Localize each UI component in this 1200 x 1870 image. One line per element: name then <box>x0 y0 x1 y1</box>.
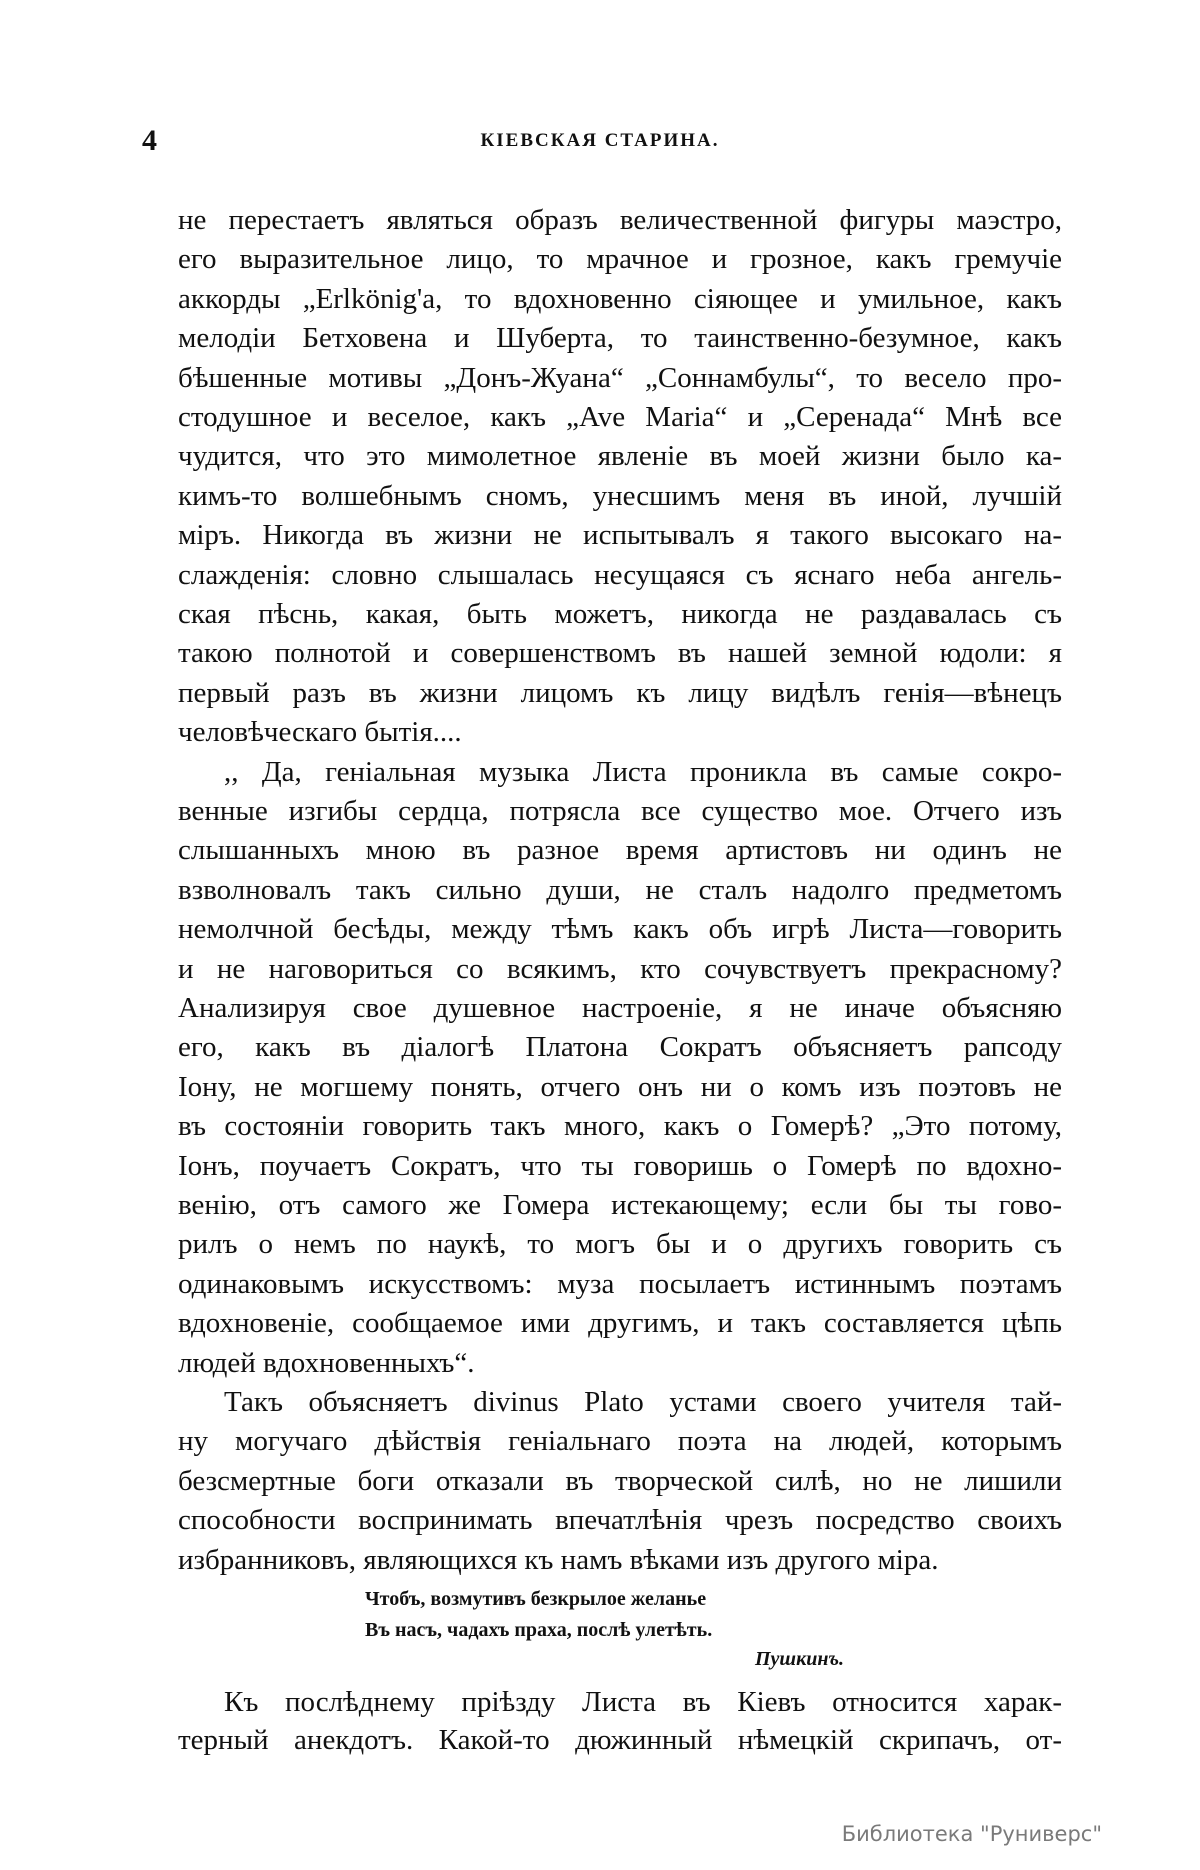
text-line: способности воспринимать впечатлѣнія чрезъ посредство своихъ <box>178 1504 1062 1537</box>
text-line: стодушное и веселое, какъ „Ave Maria“ и „Серенада“ Мнѣ все <box>178 401 1062 433</box>
text-line: ская пѣснь, какая, быть можетъ, никогда не раздавалась съ <box>178 598 1062 630</box>
text-line: избранниковъ, являющихся къ намъ вѣками изъ другого міра. <box>178 1543 939 1576</box>
epigraph-line: Въ насъ, чадахъ праха, послѣ улетѣть. <box>365 1619 713 1641</box>
text-line: немолчной бесѣды, между тѣмъ какъ объ игрѣ Листа—говорить <box>178 913 1062 946</box>
text-line: взволновалъ такъ сильно души, не сталъ надолго предметомъ <box>178 873 1062 906</box>
text-line: Анализируя свое душевное настроеніе, я не иначе объясняю <box>178 992 1062 1024</box>
page-number: 4 <box>142 124 157 157</box>
text-line: аккорды „Erlkönig'а, то вдохновенно сіяющее и умильное, какъ <box>178 282 1062 315</box>
text-line: человѣческаго бытія.... <box>178 716 462 749</box>
text-line: людей вдохновенныхъ“. <box>178 1346 475 1379</box>
text-line: безсмертные боги отказали въ творческой силѣ, но не лишили <box>178 1464 1062 1497</box>
text-line: чудится, что это мимолетное явленіе въ моей жизни было ка- <box>178 440 1062 473</box>
text-line: вдохновеніе, сообщаемое ими другимъ, и такъ составляется цѣпь <box>178 1307 1062 1340</box>
text-line: венію, отъ самого же Гомера истекающему; если бы ты гово- <box>178 1189 1062 1221</box>
text-line: кимъ-то волшебнымъ сномъ, унесшимъ меня въ иной, лучшій <box>178 479 1062 512</box>
text-line: Такъ объясняетъ divinus Plato устами своего учителя тай- <box>224 1386 1062 1418</box>
text-line: терный анекдотъ. Какой-то дюжинный нѣмецкій скрипачъ, от- <box>178 1724 1062 1756</box>
text-line: такою полнотой и совершенствомъ въ нашей земной юдоли: я <box>178 637 1062 670</box>
text-line: ну могучаго дѣйствія геніальнаго поэта на людей, которымъ <box>178 1425 1062 1458</box>
text-line: его, какъ въ діалогѣ Платона Сократъ объясняетъ рапсоду <box>178 1031 1062 1064</box>
text-line: Къ послѣднему пріѣзду Листа въ Кіевъ относится харак- <box>224 1686 1062 1718</box>
text-line: Іонъ, поучаетъ Сократъ, что ты говоришь о Гомерѣ по вдохно- <box>178 1149 1062 1182</box>
text-line: не перестаетъ являться образъ величественной фигуры маэстро, <box>178 204 1062 236</box>
epigraph-attribution: Пушкинъ. <box>755 1648 844 1670</box>
text-line: слажденія: словно слышалась несущаяся съ яснаго неба ангель- <box>178 558 1062 591</box>
text-line: міръ. Никогда въ жизни не испытывалъ я такого высокаго на- <box>178 519 1062 552</box>
text-line: рилъ о немъ по наукѣ, то могъ бы и о другихъ говорить съ <box>178 1228 1062 1261</box>
text-line: бѣшенные мотивы „Донъ-Жуана“ „Соннамбулы“, то весело про- <box>178 361 1062 394</box>
text-line: и не наговориться со всякимъ, кто сочувствуетъ прекрасному? <box>178 952 1062 985</box>
running-title: КІЕВСКАЯ СТАРИНА. <box>480 130 720 151</box>
text-line: Іону, не могшему понять, отчего онъ ни о комъ изъ поэтовъ не <box>178 1070 1062 1103</box>
text-line: его выразительное лицо, то мрачное и грозное, какъ гремучіе <box>178 243 1062 276</box>
text-line: первый разъ въ жизни лицомъ къ лицу видѣлъ генія—вѣнецъ <box>178 676 1062 709</box>
text-line: мелодіи Бетховена и Шуберта, то таинственно-безумное, какъ <box>178 322 1062 355</box>
text-line: одинаковымъ искусствомъ: муза посылаетъ истиннымъ поэтамъ <box>178 1267 1062 1300</box>
text-line: слышанныхъ мною въ разное время артистовъ ни одинъ не <box>178 834 1062 867</box>
text-line: въ состояніи говорить такъ много, какъ о Гомерѣ? „Это потому, <box>178 1110 1062 1143</box>
text-line: венные изгибы сердца, потрясла все существо мое. Отчего изъ <box>178 795 1062 827</box>
text-line: ,, Да, геніальная музыка Листа проникла въ самые сокро- <box>224 755 1062 788</box>
library-watermark: Библиотека "Руниверс" <box>841 1822 1102 1846</box>
epigraph-line: Чтобъ, возмутивъ безкрылое желанье <box>365 1588 707 1610</box>
